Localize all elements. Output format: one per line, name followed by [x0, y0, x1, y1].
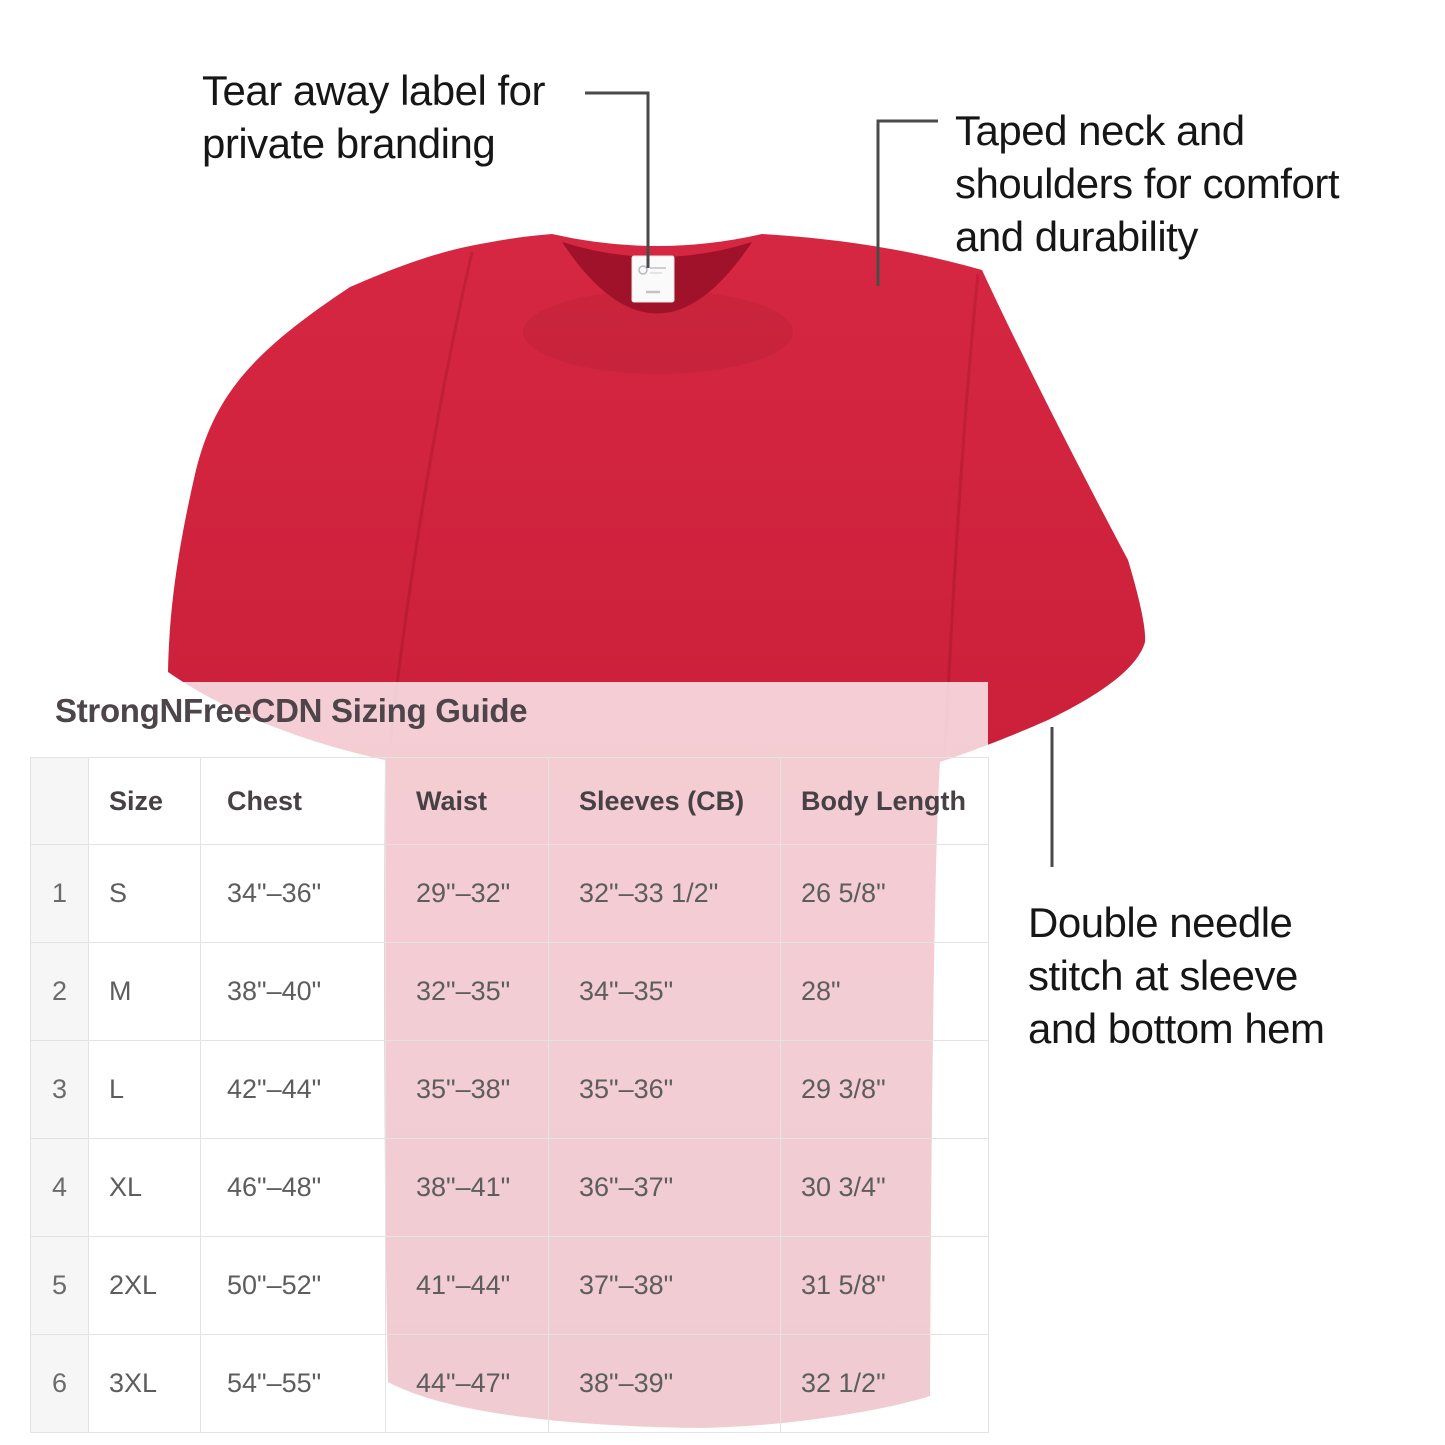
cell-sleeves: 37"–38"	[549, 1237, 781, 1335]
header-sleeves: Sleeves (CB)	[549, 758, 781, 845]
cell-size: L	[89, 1041, 201, 1139]
cell-row-number: 4	[31, 1139, 89, 1237]
callout-line: and bottom hem	[1028, 1005, 1325, 1052]
header-waist: Waist	[386, 758, 549, 845]
header-size: Size	[89, 758, 201, 845]
cell-body-length: 26 5/8"	[781, 845, 989, 943]
cell-row-number: 2	[31, 943, 89, 1041]
leader-tear-away-line	[585, 93, 648, 268]
cell-sleeves: 35"–36"	[549, 1041, 781, 1139]
cell-sleeves: 38"–39"	[549, 1335, 781, 1433]
cell-waist: 32"–35"	[386, 943, 549, 1041]
cell-row-number: 5	[31, 1237, 89, 1335]
cell-sleeves: 32"–33 1/2"	[549, 845, 781, 943]
cell-size: M	[89, 943, 201, 1041]
cell-body-length: 32 1/2"	[781, 1335, 989, 1433]
header-chest: Chest	[201, 758, 386, 845]
cell-waist: 29"–32"	[386, 845, 549, 943]
cell-waist: 41"–44"	[386, 1237, 549, 1335]
cell-sleeves: 34"–35"	[549, 943, 781, 1041]
cell-chest: 50"–52"	[201, 1237, 386, 1335]
cell-body-length: 31 5/8"	[781, 1237, 989, 1335]
leader-taped-neck-line	[878, 121, 938, 286]
callout-line: Double needle	[1028, 899, 1293, 946]
callout-line: stitch at sleeve	[1028, 952, 1298, 999]
cell-body-length: 30 3/4"	[781, 1139, 989, 1237]
cell-waist: 44"–47"	[386, 1335, 549, 1433]
cell-chest: 38"–40"	[201, 943, 386, 1041]
sizing-guide-title: StrongNFreeCDN Sizing Guide	[55, 692, 528, 729]
cell-chest: 42"–44"	[201, 1041, 386, 1139]
callout-line: Taped neck and	[955, 107, 1245, 154]
cell-chest: 54"–55"	[201, 1335, 386, 1433]
cell-sleeves: 36"–37"	[549, 1139, 781, 1237]
cell-row-number: 6	[31, 1335, 89, 1433]
cell-chest: 46"–48"	[201, 1139, 386, 1237]
cell-body-length: 28"	[781, 943, 989, 1041]
cell-size: S	[89, 845, 201, 943]
cell-body-length: 29 3/8"	[781, 1041, 989, 1139]
callout-line: private branding	[202, 120, 496, 167]
cell-waist: 38"–41"	[386, 1139, 549, 1237]
callout-line: and durability	[955, 213, 1198, 260]
cell-size: 2XL	[89, 1237, 201, 1335]
cell-waist: 35"–38"	[386, 1041, 549, 1139]
cell-size: 3XL	[89, 1335, 201, 1433]
cell-row-number: 1	[31, 845, 89, 943]
cell-size: XL	[89, 1139, 201, 1237]
cell-row-number: 3	[31, 1041, 89, 1139]
header-body-length: Body Length	[781, 758, 989, 845]
callout-line: shoulders for comfort	[955, 160, 1339, 207]
cell-chest: 34"–36"	[201, 845, 386, 943]
callout-line: Tear away label for	[202, 67, 546, 114]
